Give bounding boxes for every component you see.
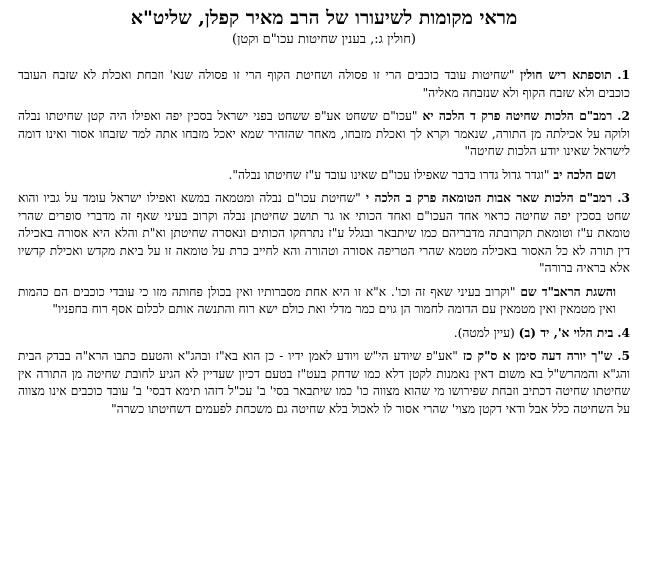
source-title: רמב"ם הלכות שחיטה פרק ד הלכה יא bbox=[422, 109, 613, 123]
source-title: והשגת הראב"ד שם bbox=[520, 284, 617, 299]
item-number: 4. bbox=[617, 325, 630, 340]
source-text: (עיין למטה). bbox=[453, 325, 519, 340]
source-note-3 bbox=[18, 284, 616, 319]
source-title: בית הלוי א', יד (ב) bbox=[518, 325, 614, 340]
source-note-2 bbox=[18, 167, 616, 185]
source-text: "וקרוב בעיני שאף זה וכו'. א"א זו היא אחת מסברותיו ואין בכולן פחותה מזו כי עובדי כוכבים הם כהמות ואין מטמאין ואין מטמאין עם הדומה לחמור הן גוים כמר מדלי ואת כולם ישא רוח והתנשה אותם לכלום אסף רוח בחפניו" bbox=[18, 284, 616, 316]
source-title: ש"ך יורה דעה סימן א ס"ק כז bbox=[462, 349, 613, 363]
item-number: 3. bbox=[617, 191, 630, 205]
source-text: "וגדר גדול גדרו בדבר שאפילו עכו"ם שאינו עובד ע"ז שחיטתו נבלה". bbox=[228, 167, 554, 182]
item-number: 2. bbox=[617, 109, 631, 123]
source-text: "שחיטת עכו"ם נבלה ומטמאה במשא ואפילו ישראל עומד על גביו והוא שחט בסכין יפה שחיטה כראוי אחד העכו"ם ואחד הכותי או גר תושב שחיטתן נבלה וקרוב בעיני שאף זה מדברי סופרים שהרי טומאת ע"ז וטומאת תקרובתה מדבריהם כמו שיתבאר ובגלל ע"ז נתרחקו הכותים ונאסרה שחיטתן וא"ת והלא היא אסורה באכילה דין תורה לא כל האסור באכילה מטמא שהרי הטריפה אסורה וטהורה והא לחייב כרת על טומאה זו על ביאת מקדש ואכילת קדשיו אלא בראיה ברורה" bbox=[18, 191, 630, 275]
source-title: ושם הלכה יב bbox=[553, 167, 616, 182]
source-item-4 bbox=[18, 325, 630, 343]
source-title: רמב"ם הלכות שאר אבות הטומאה פרק ב הלכה י bbox=[365, 191, 613, 205]
source-text: "אע"פ שיודע הי"ש ויודע לאמן ידיו - כן הוא בא"ז ובהג"א והטעם כתבו הרא"ה בבדק הבית והג"א והמהרש"ל בא משום דאין נאמנות לקטן דלא כמו שדחק בעט"ז בטעם דכיון שעדיין לא הגיע לחובת שחיטה מן התורה אין שחיטתו שחיטה דכתיב וזבחת שפירושו מי שהוא מצווה כו' כמו שיתבאר בסי' ב' עכ"ל דזהו תימא דבסי' ב' עובד כוכבים אינו מצווה על השחיטה כלל אבל ודאי דקטן מצוי' שהרי אסור לו לאכול בלא שחיטה גם משכחת לפעמים דשחיטתו כשרה" bbox=[18, 349, 630, 416]
item-number: 5. bbox=[617, 349, 631, 363]
source-item-5 bbox=[18, 348, 630, 418]
source-item-3 bbox=[18, 190, 630, 278]
page-subtitle: (חולין ג:, בענין שחיטות עכו"ם וקטן) bbox=[232, 32, 416, 47]
page-title: מראי מקומות לשיעורו של הרב מאיר קפלן, שליט"א bbox=[130, 7, 518, 29]
source-title: תוספתא ריש חולין bbox=[520, 68, 612, 82]
source-text: "שחיטות עובד כוכבים הרי זו פסולה ושחיטת הקוף הרי זו פסולה שנא' וזבחת ואכלת לא שזבח העובד כוכבים ולא שזבח הקוף ולא שנזבחה מאליה" bbox=[18, 68, 630, 100]
source-item-1 bbox=[18, 67, 630, 102]
item-number: 1. bbox=[617, 68, 631, 82]
source-item-2 bbox=[18, 108, 630, 161]
source-text: "עכו"ם ששחט אע"פ ששחט בפני ישראל בסכין יפה ואפילו היה קטן שחיטתו נבלה ולוקה על אכילתה מן התורה, שנאמר וקרא לך ואכלת מזבחו, מאחר שהזהיר שמא יאכל מזבחו אתה למד שזבחו אסור ואינו דומה לישראל שאינו יודע הלכות שחיטה" bbox=[18, 109, 630, 158]
